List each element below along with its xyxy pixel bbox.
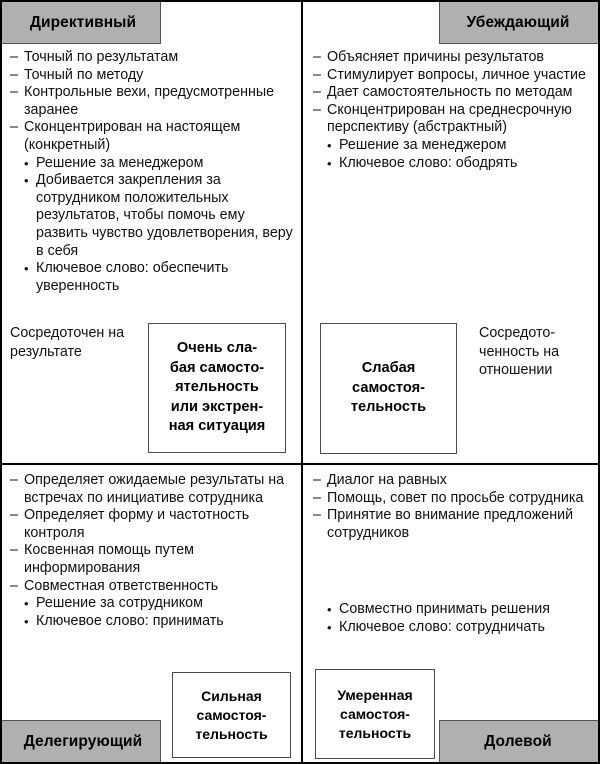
- list-item: [313, 137, 595, 155]
- list-item-text: Совместная ответственность: [24, 577, 219, 594]
- list-directive: [10, 49, 294, 295]
- dash-icon: –: [313, 489, 321, 506]
- box-line: Слабая: [361, 360, 416, 377]
- list-item: [313, 472, 595, 490]
- list-item-text: Точный по методу: [24, 66, 144, 83]
- list-item: [10, 67, 294, 85]
- dash-icon: –: [10, 507, 18, 524]
- list-item: [10, 49, 294, 67]
- list-item: [10, 172, 294, 260]
- list-item-text: Определяет форму и частотность контроля: [24, 507, 250, 541]
- list-persuasive: [313, 49, 595, 172]
- list-item-text: Косвенная помощь путем информирования: [24, 542, 194, 576]
- dash-icon: –: [10, 119, 18, 136]
- dash-icon: –: [10, 49, 18, 65]
- bullet-icon: •: [327, 137, 332, 153]
- dash-icon: –: [313, 84, 321, 101]
- bullet-icon: •: [24, 596, 29, 612]
- box-line: самостоя-: [196, 706, 267, 723]
- list-item: [10, 578, 294, 596]
- vertical-divider: [301, 2, 303, 764]
- list-item: [10, 84, 294, 119]
- dash-icon: –: [313, 66, 321, 83]
- list-item-text: Решение за менеджером: [339, 136, 507, 153]
- list-item-text: Добивается закрепления за сотрудником положительных результатов, чтобы помочь ему развить чувство удовлетворения, веру в себя: [36, 172, 293, 259]
- list-item-text: Определяет ожидаемые результаты на встречах по инициативе сотрудника: [24, 472, 285, 506]
- dash-icon: –: [313, 49, 321, 65]
- dash-icon: –: [10, 577, 18, 594]
- list-item-text: Стимулирует вопросы, личное участие: [327, 66, 586, 83]
- autonomy-box-very-low: [148, 323, 286, 453]
- autonomy-box-low: [320, 323, 457, 454]
- list-spacer: [313, 542, 595, 601]
- list-item-text: Сконцентрирован на среднесрочную перспективу (абстрактный): [327, 101, 572, 136]
- list-item: [313, 155, 595, 173]
- list-item-text: Ключевое слово: сотрудничать: [339, 618, 545, 635]
- bullet-icon: •: [327, 619, 332, 635]
- list-item: [10, 507, 294, 542]
- list-item: [313, 84, 595, 102]
- list-item: [313, 601, 595, 619]
- list-item-text: Контрольные вехи, предусмотренные заранее: [24, 84, 275, 118]
- quadrant-label-text: Убеждающий: [466, 13, 570, 31]
- list-item-text: Решение за менеджером: [36, 154, 204, 171]
- list-item-text: Объясняет причины результатов: [327, 49, 545, 65]
- box-line: или экстрен-: [170, 398, 264, 415]
- quadrant-label-text: Директивный: [29, 13, 137, 31]
- box-line: тельность: [195, 725, 268, 742]
- list-item: [313, 67, 595, 85]
- bullet-icon: •: [24, 261, 29, 277]
- dash-icon: –: [10, 472, 18, 488]
- caption-relationship-focus: Сосредоточенность на отношении: [479, 325, 560, 378]
- box-line: ятельность: [175, 379, 259, 396]
- dash-icon: –: [313, 507, 321, 524]
- list-item: [10, 260, 294, 295]
- box-line: бая самосто-: [169, 359, 265, 376]
- list-item-text: Диалог на равных: [327, 472, 447, 488]
- quadrant-label-participative: [439, 720, 599, 763]
- caption-result-focus: Сосредоточен на результате: [10, 325, 125, 360]
- list-item: [313, 507, 595, 542]
- list-item: [10, 613, 294, 631]
- box-line: Умеренная: [337, 686, 413, 703]
- list-item: [10, 119, 294, 154]
- bullet-icon: •: [24, 613, 29, 629]
- list-item-text: Точный по результатам: [24, 49, 179, 65]
- autonomy-box-strong: [172, 672, 291, 758]
- list-item: [313, 490, 595, 508]
- box-line: ная ситуация: [168, 418, 266, 435]
- list-participative: [313, 472, 595, 637]
- quadrant-label-persuasive: [439, 1, 599, 44]
- list-item-text: Совместно принимать решения: [339, 601, 550, 618]
- box-line: самостоя-: [340, 705, 410, 722]
- bullet-icon: •: [24, 173, 29, 189]
- list-item-text: Помощь, совет по просьбе сотрудника: [327, 489, 584, 506]
- quadrant-label-text: Делегирующий: [23, 732, 143, 750]
- list-item: [10, 542, 294, 577]
- list-item-text: Принятие во внимание предложений сотрудников: [327, 507, 574, 541]
- autonomy-box-moderate: [315, 669, 435, 759]
- list-item: [313, 619, 595, 637]
- quadrant-label-delegating: [1, 720, 161, 763]
- horizontal-divider: [2, 463, 600, 465]
- list-item-text: Ключевое слово: принимать: [36, 612, 224, 629]
- list-item-text: Решение за сотрудником: [36, 595, 203, 612]
- list-item: [10, 595, 294, 613]
- box-line: тельность: [350, 399, 427, 416]
- dash-icon: –: [10, 66, 18, 83]
- box-line: Сильная: [201, 687, 262, 704]
- list-item: [313, 49, 595, 67]
- list-item-text: Сконцентрирован на настоящем (конкретный): [24, 119, 241, 153]
- bullet-icon: •: [24, 155, 29, 171]
- box-line: тельность: [338, 724, 412, 741]
- quadrant-label-text: Долевой: [484, 732, 552, 750]
- dash-icon: –: [10, 542, 18, 559]
- list-item: [313, 102, 595, 137]
- bullet-icon: •: [327, 602, 332, 618]
- box-line: самостоя-: [352, 379, 425, 396]
- dash-icon: –: [313, 101, 321, 118]
- list-item-text: Дает самостоятельность по методам: [327, 84, 573, 101]
- list-delegating: [10, 472, 294, 630]
- quadrant-label-directive: [1, 1, 161, 44]
- bullet-icon: •: [327, 155, 332, 171]
- box-line: Очень сла-: [176, 340, 258, 357]
- dash-icon: –: [313, 472, 321, 488]
- list-item-text: Ключевое слово: ободрять: [339, 154, 518, 171]
- list-item-text: Ключевое слово: обеспечить уверенность: [36, 260, 229, 294]
- list-item: [10, 472, 294, 507]
- list-item: [10, 155, 294, 173]
- dash-icon: –: [10, 84, 18, 101]
